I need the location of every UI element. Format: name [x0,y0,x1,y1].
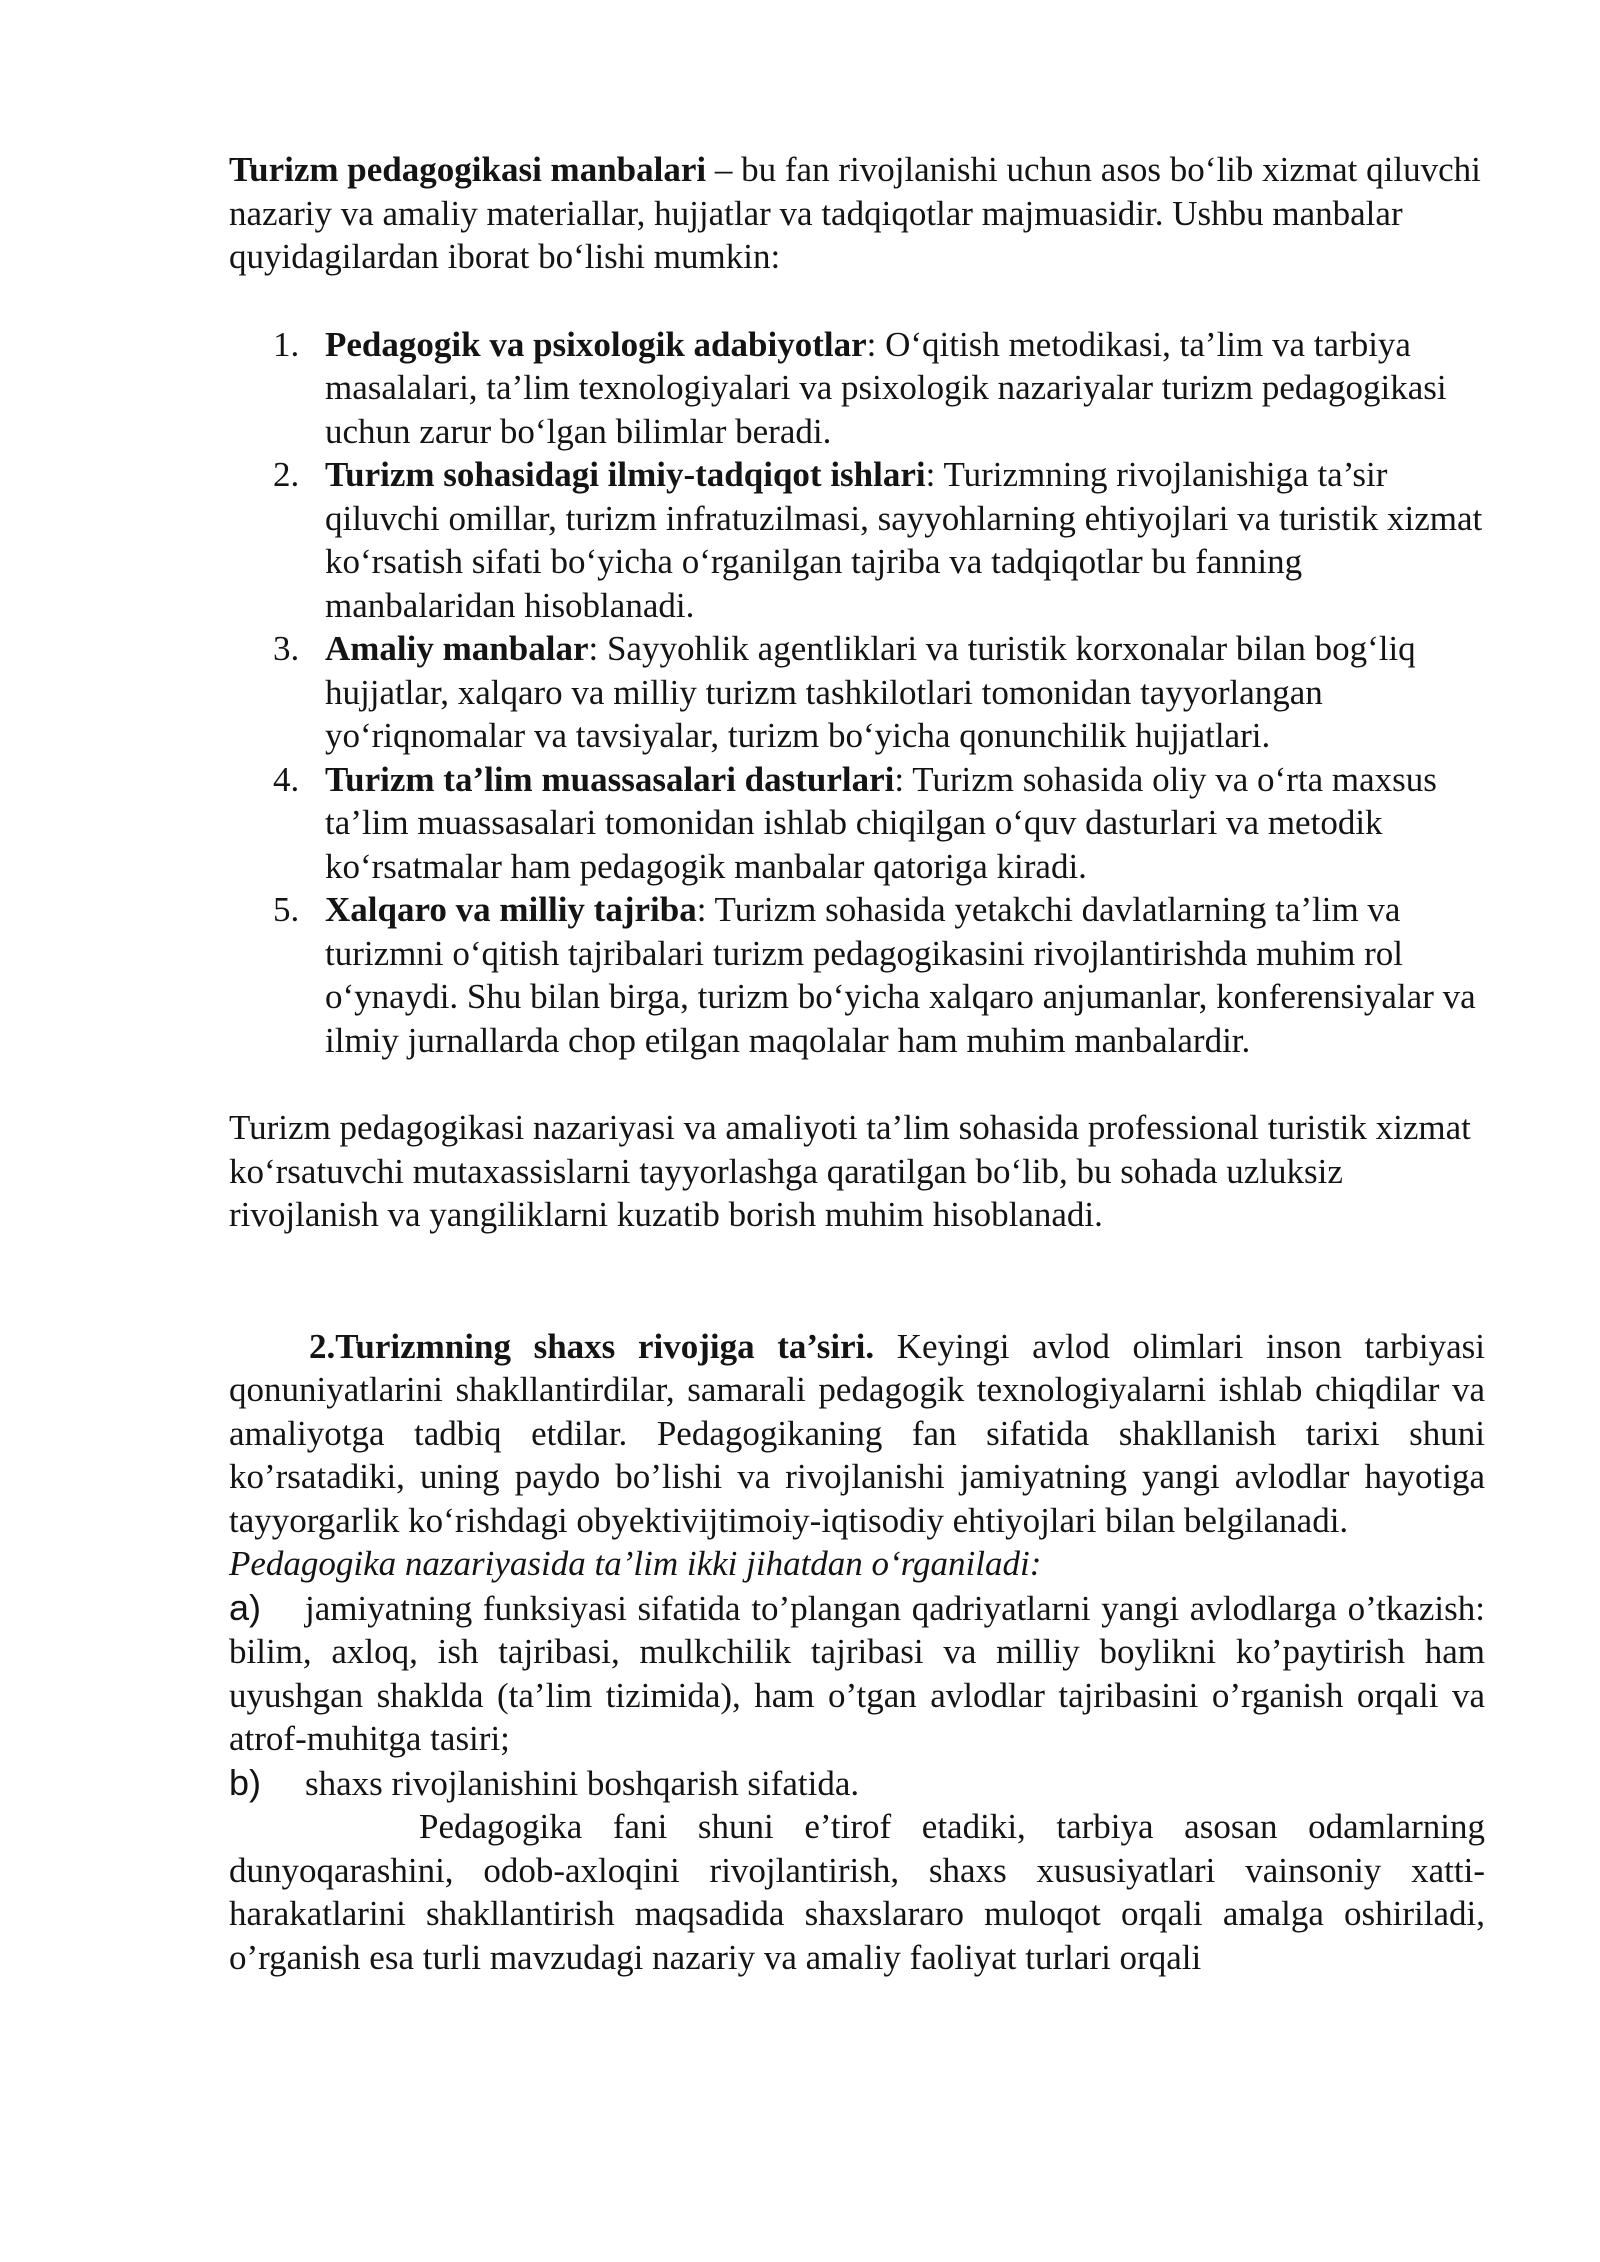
sources-list [229,323,1485,1063]
item-b-marker: b) [229,1761,262,1803]
list-item-title: Turizm ta’lim muassasalari dasturlari [325,759,895,799]
intro-term: Turizm pedagogikasi manbalari [229,150,707,189]
section-2-text: Keyingi avlod olimlari inson tarbiyasi qonuniyatlarini shakllantirdilar, samarali pedagogik texnologiyalarni ishlab chiqdilar va amaliyotga tadbiq etdilar. Pedagogikaning fan sifatida shakllanish tarixi shuni ko’rsatadiki, uning paydo bo’lishi va rivojlanishi jamiyatning yangi avlodlar hayotiga tayyorgarlik ko‘rishdagi obyektivijtimoiy-iqtisodiy ehtiyojlari bilan belgilanadi. [229,1326,1485,1540]
list-item [229,453,1485,627]
italic-line: Pedagogika nazariyasida ta’lim ikki jihatdan o‘rganiladi: [229,1544,1042,1583]
summary-paragraph: Turizm pedagogikasi nazariyasi va amaliyoti ta’lim sohasida professional turistik xizmat ko‘rsatuvchi mutaxassislarni tayyorlashga qaratilgan bo‘lib, bu sohada uzluksiz rivojlanish va yangiliklarni kuzatib borish muhim hisoblanadi. [229,1108,1471,1234]
list-number: 5. [273,890,300,929]
list-item-title: Amaliy manbalar [325,629,589,668]
intro-definition: – bu fan rivojlanishi uchun asos bo‘lib xizmat qiluvchi nazariy va amaliy materiallar, hujjatlar va tadqiqotlar majmuasidir. Ushbu manbalar quyidagilardan iborat bo‘lishi mumkin: [229,150,1481,276]
item-b [229,1761,1485,1806]
list-item [229,323,1485,454]
list-item-title: Turizm sohasidagi ilmiy-tadqiqot ishlari [325,455,926,494]
list-item-title: Xalqaro va milliy tajriba [325,890,697,929]
document-page [229,148,1485,1979]
item-a-text: jamiyatning funksiyasi sifatida to’plangan qadriyatlarni yangi avlodlarga o’tkazish: bilim, axloq, ish tajribasi, mulkchilik tajribasi va milliy boylikni ko’paytirish ham uyushgan shaklda (ta’lim tizimida), ham o’tgan avlodlar tajribasini o’rganish orqali va atrof-muhitga tasiri; [229,1588,1485,1758]
list-number: 2. [273,455,300,494]
list-number: 4. [273,759,300,799]
intro-paragraph [229,148,1485,279]
list-item [229,758,1485,889]
list-item-text: : O‘qitish metodikasi, ta’lim va tarbiya masalalari, ta’lim texnologiyalari va psixologik nazariyalar turizm pedagogikasi uchun zarur bo‘lgan bilimlar beradi. [325,324,1447,451]
list-item [229,627,1485,758]
list-item [229,888,1485,1062]
list-number: 3. [273,629,300,668]
item-b-text: shaxs rivojlanishini boshqarish sifatida. [305,1763,860,1803]
list-item-text: : Turizm sohasida yetakchi davlatlarning ta’lim va turizmni o‘qitish tajribalari turizm pedagogikasini rivojlantirishda muhim rol o‘ynaydi. Shu bilan birga, turizm bo‘yicha xalqaro anjumanlar, konferensiyalar va ilmiy jurnallarda chop etilgan maqolalar ham muhim manbalardir. [325,890,1476,1060]
list-item-title: Pedagogik va psixologik adabiyotlar [325,324,867,364]
list-item-text: : Sayyohlik agentliklari va turistik korxonalar bilan bog‘liq hujjatlar, xalqaro va milliy turizm tashkilotlari tomonidan tayyorlangan yo‘riqnomalar va tavsiyalar, turizm bo‘yicha qonunchilik hujjatlari. [325,629,1416,755]
section-2-heading: 2.Turizmning shaxs rivojiga ta’siri. [309,1326,875,1366]
list-number: 1. [273,324,300,364]
item-a [229,1586,1485,1761]
item-a-marker: a) [229,1586,262,1628]
section-2-paragraph [229,1325,1485,1543]
list-item-text: : Turizmning rivojlanishiga ta’sir qiluvchi omillar, turizm infratuzilmasi, sayyohlarning ehtiyojlari va turistik xizmat ko‘rsatish sifati bo‘yicha o‘rganilgan tajriba va tadqiqotlar bu fanning manbalaridan hisoblanadi. [325,455,1483,625]
list-item-text: : Turizm sohasida oliy va o‘rta maxsus ta’lim muassasalari tomonidan ishlab chiqilgan o‘quv dasturlari va metodik ko‘rsatmalar ham pedagogik manbalar qatoriga kiradi. [325,759,1437,886]
last-paragraph: Pedagogika fani shuni e’tirof etadiki, tarbiya asosan odamlarning dunyoqarashini, odob-axloqini rivojlantirish, shaxs xususiyatlari vainsoniy xatti-harakatlarini shakllantirish maqsadida shaxslararo muloqot orqali amalga oshiriladi, o’rganish esa turli mavzudagi nazariy va amaliy faoliyat turlari orqali [229,1807,1485,1977]
